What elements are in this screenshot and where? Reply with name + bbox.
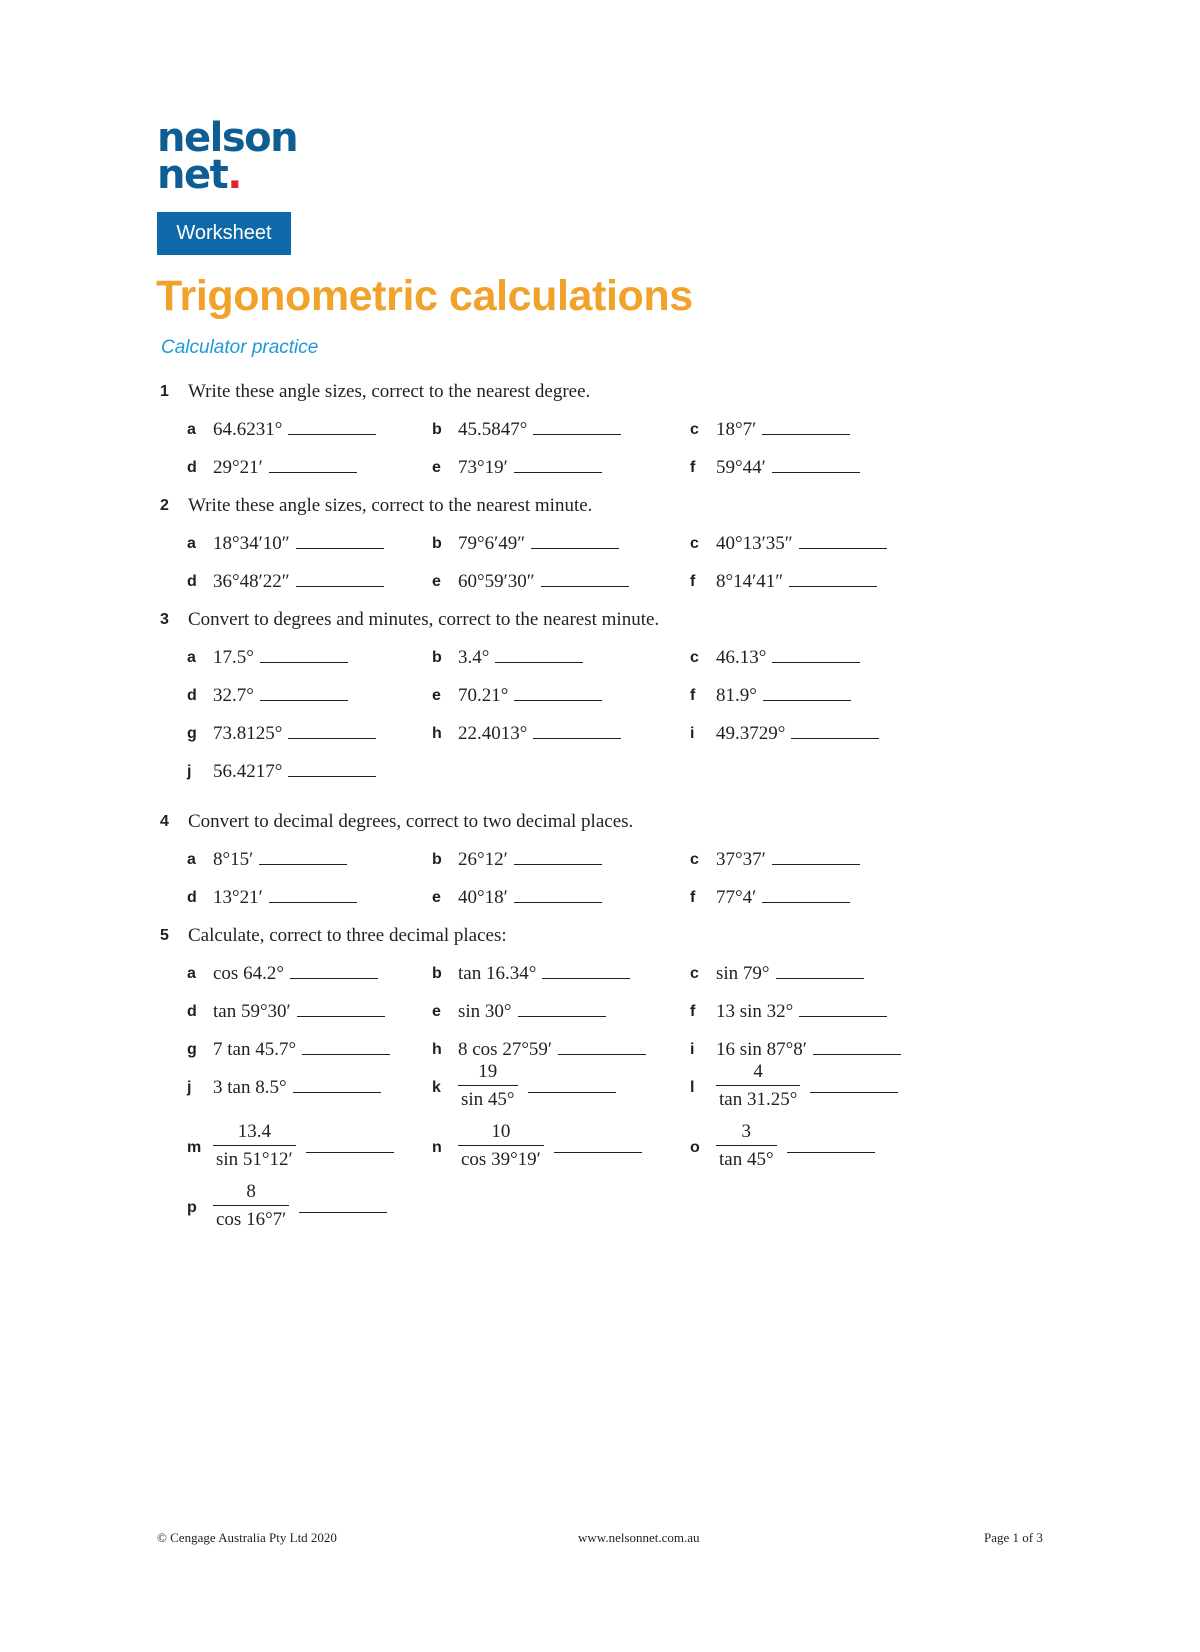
part-expression: 18°7′: [716, 419, 757, 440]
part-letter: e: [432, 459, 441, 476]
part-letter: d: [187, 1003, 197, 1020]
part-letter: n: [432, 1139, 442, 1156]
question-number: 3: [160, 611, 169, 628]
part-letter: o: [690, 1139, 700, 1156]
fraction-denominator: sin 45°: [461, 1089, 515, 1110]
answer-blank[interactable]: [299, 1196, 387, 1213]
answer-blank[interactable]: [533, 722, 621, 739]
page-subtitle: Calculator practice: [161, 337, 319, 358]
logo-dot: .: [227, 152, 241, 198]
answer-blank[interactable]: [558, 1038, 646, 1055]
answer-blank[interactable]: [269, 886, 357, 903]
part-expression: 40°13′35″: [716, 533, 793, 554]
part-letter: c: [690, 965, 699, 982]
answer-blank[interactable]: [531, 532, 619, 549]
answer-blank[interactable]: [296, 532, 384, 549]
part-expression: 40°18′: [458, 887, 508, 908]
part-letter: a: [187, 649, 196, 666]
fraction: [213, 1121, 296, 1170]
question-text: Convert to decimal degrees, correct to two decimal places.: [188, 811, 634, 832]
part-letter: g: [187, 1041, 197, 1058]
part-expression: 22.4013°: [458, 723, 528, 744]
part-letter: d: [187, 573, 197, 590]
part-expression: 8 cos 27°59′: [458, 1039, 553, 1060]
answer-blank[interactable]: [541, 570, 629, 587]
part-expression: 79°6′49″: [458, 533, 526, 554]
part-expression: 64.6231°: [213, 419, 283, 440]
answer-blank[interactable]: [799, 1000, 887, 1017]
part-letter: h: [432, 725, 442, 742]
answer-blank[interactable]: [288, 760, 376, 777]
part-expression: 36°48′22″: [213, 571, 290, 592]
part-expression: sin 30°: [458, 1001, 512, 1022]
footer-page-number: Page 1 of 3: [984, 1530, 1043, 1545]
answer-blank[interactable]: [293, 1076, 381, 1093]
part-expression: 3 tan 8.5°: [213, 1077, 287, 1098]
answer-blank[interactable]: [518, 1000, 606, 1017]
answer-blank[interactable]: [288, 418, 376, 435]
part-letter: e: [432, 573, 441, 590]
part-expression: 13°21′: [213, 887, 263, 908]
part-letter: f: [690, 687, 696, 704]
part-letter: g: [187, 725, 197, 742]
part-letter: e: [432, 1003, 441, 1020]
part-letter: f: [690, 889, 696, 906]
part-letter: f: [690, 573, 696, 590]
part-letter: a: [187, 535, 196, 552]
part-letter: b: [432, 851, 442, 868]
part-expression: tan 59°30′: [213, 1001, 291, 1022]
logo-line2: net: [157, 152, 228, 198]
page-title: Trigonometric calculations: [156, 272, 693, 320]
nelsonnet-logo: [157, 115, 298, 198]
part-expression: 8°15′: [213, 849, 254, 870]
fraction-numerator: 13.4: [213, 1121, 296, 1146]
answer-blank[interactable]: [776, 962, 864, 979]
answer-blank[interactable]: [288, 722, 376, 739]
answer-blank[interactable]: [260, 684, 348, 701]
answer-blank[interactable]: [542, 962, 630, 979]
part-expression: 3.4°: [458, 647, 490, 668]
answer-blank[interactable]: [813, 1038, 901, 1055]
answer-blank[interactable]: [762, 418, 850, 435]
part-expression: 26°12′: [458, 849, 508, 870]
part-letter: e: [432, 889, 441, 906]
part-expression: 77°4′: [716, 887, 757, 908]
answer-blank[interactable]: [772, 456, 860, 473]
question-number: 5: [160, 927, 169, 944]
part-letter: k: [432, 1079, 441, 1096]
answer-blank[interactable]: [269, 456, 357, 473]
part-letter: b: [432, 965, 442, 982]
answer-blank[interactable]: [533, 418, 621, 435]
footer-copyright: © Cengage Australia Pty Ltd 2020: [157, 1530, 337, 1545]
answer-blank[interactable]: [514, 684, 602, 701]
part-letter: c: [690, 421, 699, 438]
part-letter: b: [432, 649, 442, 666]
part-letter: i: [690, 1041, 695, 1058]
answer-blank[interactable]: [810, 1076, 898, 1093]
fraction-denominator: tan 31.25°: [719, 1089, 798, 1110]
part-letter: m: [187, 1139, 202, 1156]
part-letter: c: [690, 851, 699, 868]
part-letter: a: [187, 851, 196, 868]
part-expression: 73°19′: [458, 457, 508, 478]
fraction-denominator: cos 39°19′: [461, 1149, 541, 1170]
part-letter: j: [187, 1079, 192, 1096]
answer-blank[interactable]: [297, 1000, 385, 1017]
worksheet-tag: Worksheet: [157, 212, 291, 255]
part-expression: tan 16.34°: [458, 963, 537, 984]
footer-url: www.nelsonnet.com.au: [578, 1530, 700, 1545]
answer-blank[interactable]: [259, 848, 347, 865]
answer-blank[interactable]: [799, 532, 887, 549]
part-expression: 18°34′10″: [213, 533, 290, 554]
answer-blank[interactable]: [787, 1136, 875, 1153]
part-letter: a: [187, 421, 196, 438]
answer-blank[interactable]: [789, 570, 877, 587]
fraction: [458, 1121, 544, 1170]
part-expression: sin 79°: [716, 963, 770, 984]
fraction-numerator: 3: [716, 1121, 777, 1146]
fraction: [458, 1061, 518, 1110]
answer-blank[interactable]: [296, 570, 384, 587]
part-expression: 59°44′: [716, 457, 766, 478]
fraction-numerator: 8: [213, 1181, 289, 1206]
part-expression: 56.4217°: [213, 761, 283, 782]
answer-blank[interactable]: [772, 848, 860, 865]
part-expression: 16 sin 87°8′: [716, 1039, 807, 1060]
question-text: Write these angle sizes, correct to the nearest minute.: [188, 495, 593, 516]
part-expression: 49.3729°: [716, 723, 786, 744]
part-letter: e: [432, 687, 441, 704]
question-number: 2: [160, 497, 169, 514]
question-number: 4: [160, 813, 169, 830]
part-letter: f: [690, 1003, 696, 1020]
fraction-numerator: 10: [458, 1121, 544, 1146]
answer-blank[interactable]: [302, 1038, 390, 1055]
part-letter: d: [187, 459, 197, 476]
fraction: [213, 1181, 289, 1230]
question-number: 1: [160, 383, 169, 400]
logo-line1: nelson: [157, 115, 298, 161]
answer-blank[interactable]: [290, 962, 378, 979]
part-letter: a: [187, 965, 196, 982]
answer-blank[interactable]: [528, 1076, 616, 1093]
answer-blank[interactable]: [791, 722, 879, 739]
fraction: [716, 1061, 800, 1110]
part-expression: 8°14′41″: [716, 571, 784, 592]
answer-blank[interactable]: [554, 1136, 642, 1153]
part-letter: h: [432, 1041, 442, 1058]
answer-blank[interactable]: [260, 646, 348, 663]
part-letter: d: [187, 687, 197, 704]
fraction-denominator: tan 45°: [719, 1149, 774, 1170]
answer-blank[interactable]: [762, 886, 850, 903]
answer-blank[interactable]: [514, 456, 602, 473]
answer-blank[interactable]: [514, 886, 602, 903]
part-expression: 7 tan 45.7°: [213, 1039, 297, 1060]
part-letter: d: [187, 889, 197, 906]
part-expression: 45.5847°: [458, 419, 528, 440]
part-letter: i: [690, 725, 695, 742]
answer-blank[interactable]: [306, 1136, 394, 1153]
fraction: [716, 1121, 777, 1170]
part-letter: p: [187, 1199, 197, 1216]
part-expression: 81.9°: [716, 685, 757, 706]
part-expression: 32.7°: [213, 685, 254, 706]
part-expression: 17.5°: [213, 647, 254, 668]
part-expression: 60°59′30″: [458, 571, 535, 592]
question-text: Calculate, correct to three decimal places:: [188, 925, 507, 946]
answer-blank[interactable]: [514, 848, 602, 865]
part-letter: l: [690, 1079, 695, 1096]
question-text: Write these angle sizes, correct to the nearest degree.: [188, 381, 591, 402]
part-letter: b: [432, 535, 442, 552]
fraction-denominator: sin 51°12′: [216, 1149, 293, 1170]
part-expression: 29°21′: [213, 457, 263, 478]
part-expression: cos 64.2°: [213, 963, 284, 984]
answer-blank[interactable]: [772, 646, 860, 663]
part-letter: j: [187, 763, 192, 780]
part-expression: 70.21°: [458, 685, 509, 706]
question-text: Convert to degrees and minutes, correct to the nearest minute.: [188, 609, 660, 630]
answer-blank[interactable]: [763, 684, 851, 701]
part-letter: c: [690, 535, 699, 552]
fraction-denominator: cos 16°7′: [216, 1209, 287, 1230]
fraction-numerator: 19: [458, 1061, 518, 1086]
part-expression: 13 sin 32°: [716, 1001, 794, 1022]
part-expression: 73.8125°: [213, 723, 283, 744]
part-letter: b: [432, 421, 442, 438]
part-expression: 46.13°: [716, 647, 767, 668]
part-letter: f: [690, 459, 696, 476]
answer-blank[interactable]: [495, 646, 583, 663]
part-letter: c: [690, 649, 699, 666]
part-expression: 37°37′: [716, 849, 766, 870]
fraction-numerator: 4: [716, 1061, 800, 1086]
